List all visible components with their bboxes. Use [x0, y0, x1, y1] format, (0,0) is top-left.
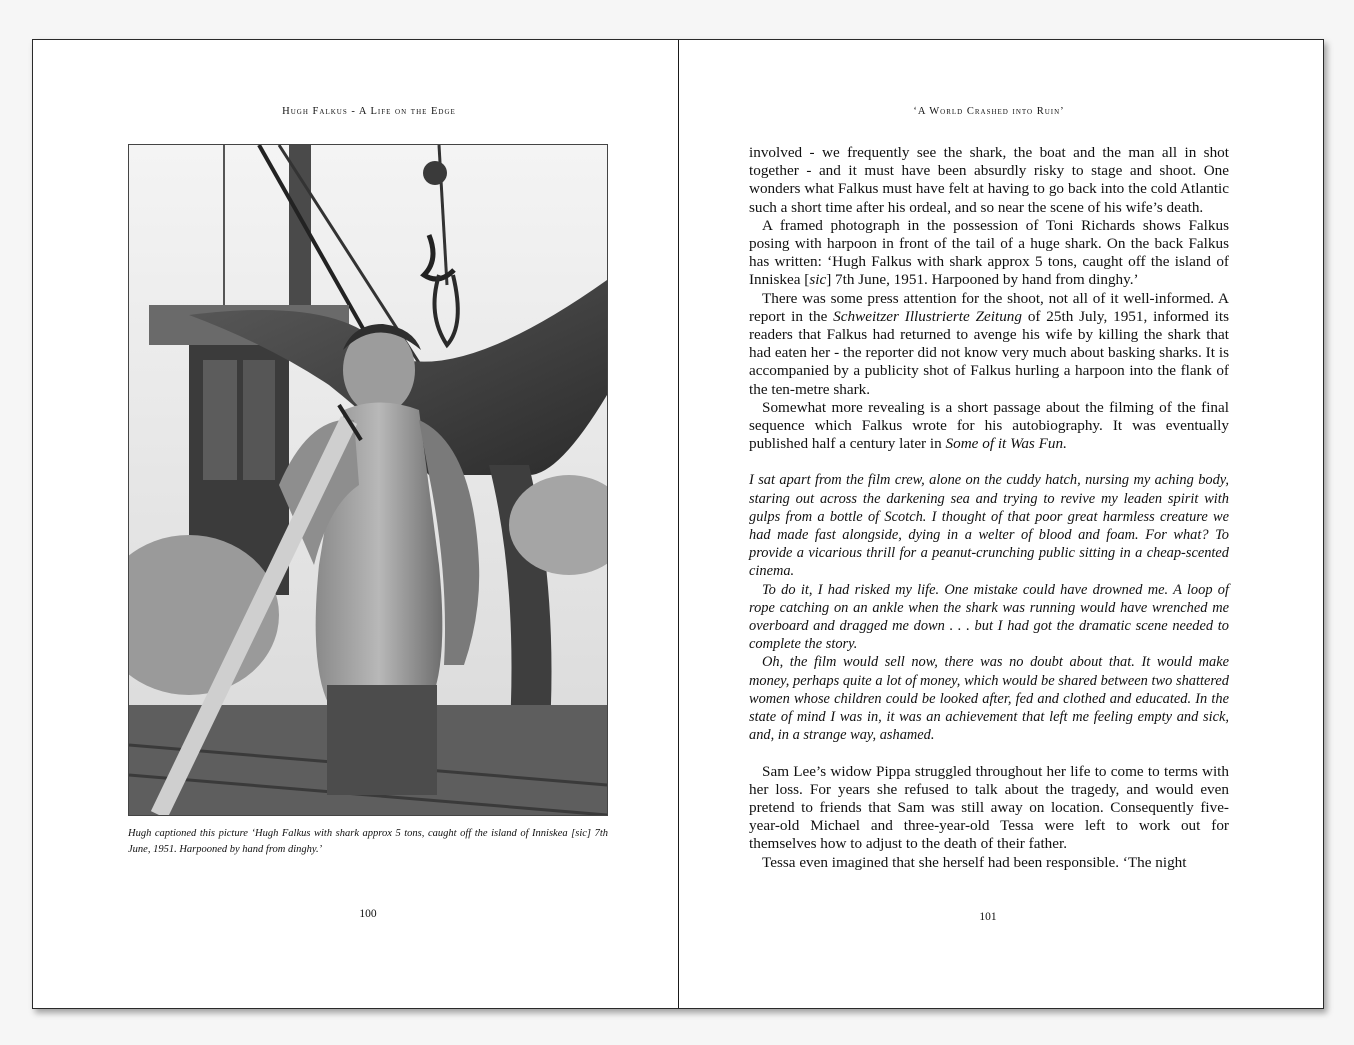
shark-photograph — [128, 144, 608, 816]
quote-paragraph-1: I sat apart from the film crew, alone on the cuddy hatch, nursing my aching body, staring out across the darkening sea and trying to revive my leaden spirit with gulps from a bottle of Scotch. I thought of that poor great harmless creature we had made fast alongside, dying in a welter of blood and foam. For what? To provide a vicarious thrill for a peanut-crunching public sitting in a cheap-scented cinema. — [749, 472, 1229, 580]
paragraph-6: Tessa even imagined that she herself had been responsible. ‘The night — [762, 853, 1187, 871]
paragraph-4 — [749, 399, 1229, 454]
quote-paragraph-2: To do it, I had risked my life. One mistake could have drowned me. A loop of rope catching on an ankle when the shark was running would have wrenched me overboard and dragged me down . . . but I had got the dramatic scene needed to complete the story. — [749, 581, 1229, 653]
book-spread — [32, 39, 1324, 1009]
page-number-right: 101 — [979, 911, 997, 923]
paragraph-3-text-a: There was some press attention for the shoot, not all of it well-informed. A report in the — [749, 289, 1229, 325]
paragraph-1: involved - we frequently see the shark, the boat and the man all in shot together - and it must have been absurdly risky to stage and shoot. One wonders what Falkus must have felt at having to go back into the cold Atlantic such a short time after his ordeal, and so near the scene of his wife’s death. — [749, 144, 1229, 216]
paragraph-4-text-a: Somewhat more revealing is a short passage about the filming of the final sequence which Falkus wrote for his autobiography. It was eventually published half a century later in — [749, 398, 1229, 453]
left-running-head: Hugh Falkus - A Life on the Edge — [282, 106, 456, 117]
page-number-left: 100 — [359, 908, 377, 920]
right-page-text — [749, 144, 1229, 872]
page-gutter — [678, 40, 679, 1008]
publication-title: Schweitzer Illustrierte Zeitung — [833, 307, 1022, 325]
book-title: Some of it Was Fun. — [945, 435, 1067, 453]
block-gap — [749, 745, 1229, 763]
paragraph-2 — [749, 217, 1229, 290]
paragraph-2-text-a: A framed photograph in the possession of Toni Richards shows Falkus posing with harpoon in front of the tail of a huge shark. On the back Falkus has written: ‘Hugh Falkus with shark approx 5 tons, caught off the island of Inniskea [ — [749, 216, 1229, 289]
block-gap — [749, 453, 1229, 471]
paragraph-3-text-b: of 25th July, 1951, informed its readers that Falkus had returned to avenge his wife by killing the shark that had eaten her - the reporter did not know very much about basking sharks. It is accompanied by a publicity shot of Falkus hurling a harpoon into the flank of the ten-metre shark. — [749, 307, 1229, 398]
paragraph-3 — [749, 290, 1229, 399]
quote-paragraph-3: Oh, the film would sell now, there was no doubt about that. It would make money, perhaps quite a lot of money, which would be shared between two shattered women whose children could be looked after, fed and clothed and educated. In the state of mind I was in, it was an achievement that left me feeling empty and sick, and, in a strange way, ashamed. — [749, 654, 1229, 744]
photo-caption: Hugh captioned this picture ‘Hugh Falkus with shark approx 5 tons, caught off the island of Inniskea [sic] 7th June, 1951. Harpooned by hand from dinghy.’ — [128, 828, 608, 855]
paragraph-2-text-b: ] 7th June, 1951. Harpooned by hand from dinghy.’ — [826, 271, 1139, 289]
sic-note: sic — [809, 271, 827, 289]
right-running-head: ‘A World Crashed into Ruin’ — [913, 106, 1065, 117]
paragraph-5: Sam Lee’s widow Pippa struggled throughout her life to come to terms with her loss. For years she refused to talk about the tragedy, and would even pretend to friends that Sam was still away on location. Consequently five-year-old Michael and three-year-old Tessa were left to work out for themselves how to adjust to the death of their father. — [749, 762, 1229, 853]
